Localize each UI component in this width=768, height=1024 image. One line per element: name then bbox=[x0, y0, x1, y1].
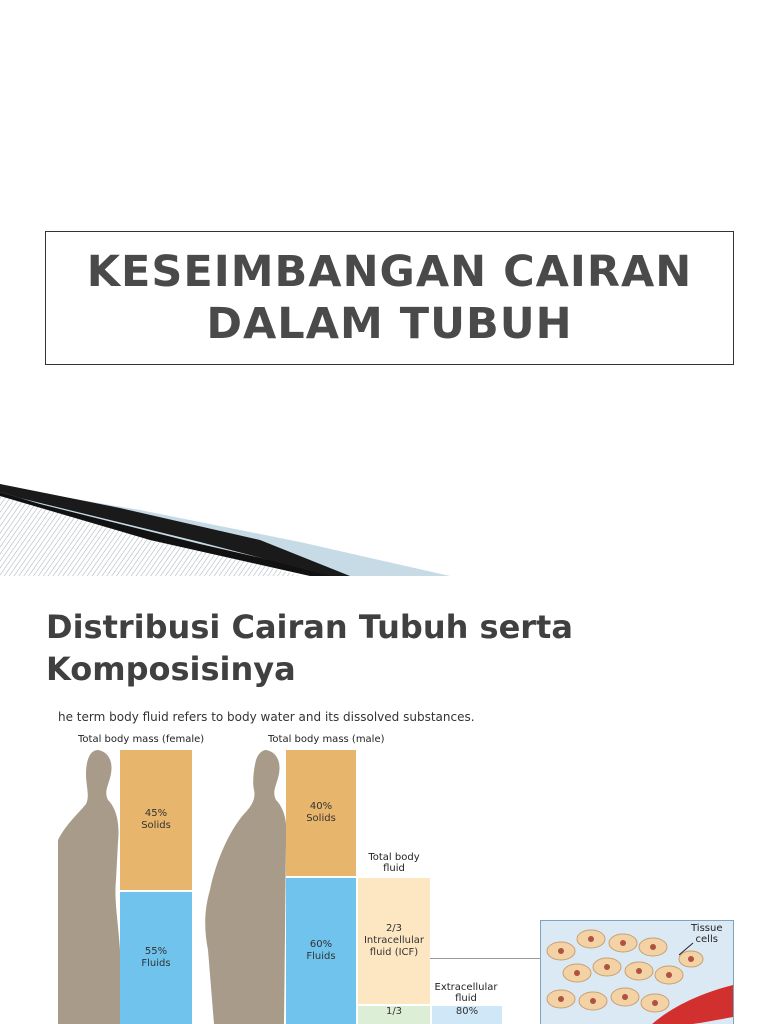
figure-caption: he term body fluid refers to body water and its dissolved substances. bbox=[58, 710, 475, 724]
content-slide bbox=[0, 576, 768, 1024]
tissue-cells-label: Tissue cells bbox=[691, 923, 723, 945]
swoosh-decoration bbox=[0, 470, 768, 576]
total-body-fluid-label: Total body fluid bbox=[368, 852, 420, 874]
icf-bar: 2/3 Intracellular fluid (ICF) bbox=[358, 878, 430, 1004]
male-label: Total body mass (male) bbox=[268, 734, 385, 745]
extracellular-label: Extracellular fluid bbox=[434, 982, 498, 1004]
male-silhouette-icon bbox=[204, 750, 288, 1024]
slide-heading: Distribusi Cairan Tubuh serta Komposisinya bbox=[46, 608, 573, 688]
male-fluids-bar: 60% Fluids bbox=[286, 878, 356, 1024]
extracellular-bar: 80% bbox=[432, 1006, 502, 1024]
female-label: Total body mass (female) bbox=[78, 734, 205, 745]
female-silhouette-icon bbox=[58, 750, 122, 1024]
title-box bbox=[45, 231, 734, 365]
ecf-partial-bar: 1/3 bbox=[358, 1006, 430, 1024]
connector-line bbox=[430, 958, 542, 959]
slide-title: KESEIMBANGAN CAIRAN DALAM TUBUH bbox=[86, 247, 693, 349]
male-solids-bar: 40% Solids bbox=[286, 750, 356, 876]
body-fluid-figure bbox=[58, 706, 768, 1024]
tissue-cells-panel bbox=[540, 920, 734, 1024]
female-fluids-bar: 55% Fluids bbox=[120, 892, 192, 1024]
female-solids-bar: 45% Solids bbox=[120, 750, 192, 890]
